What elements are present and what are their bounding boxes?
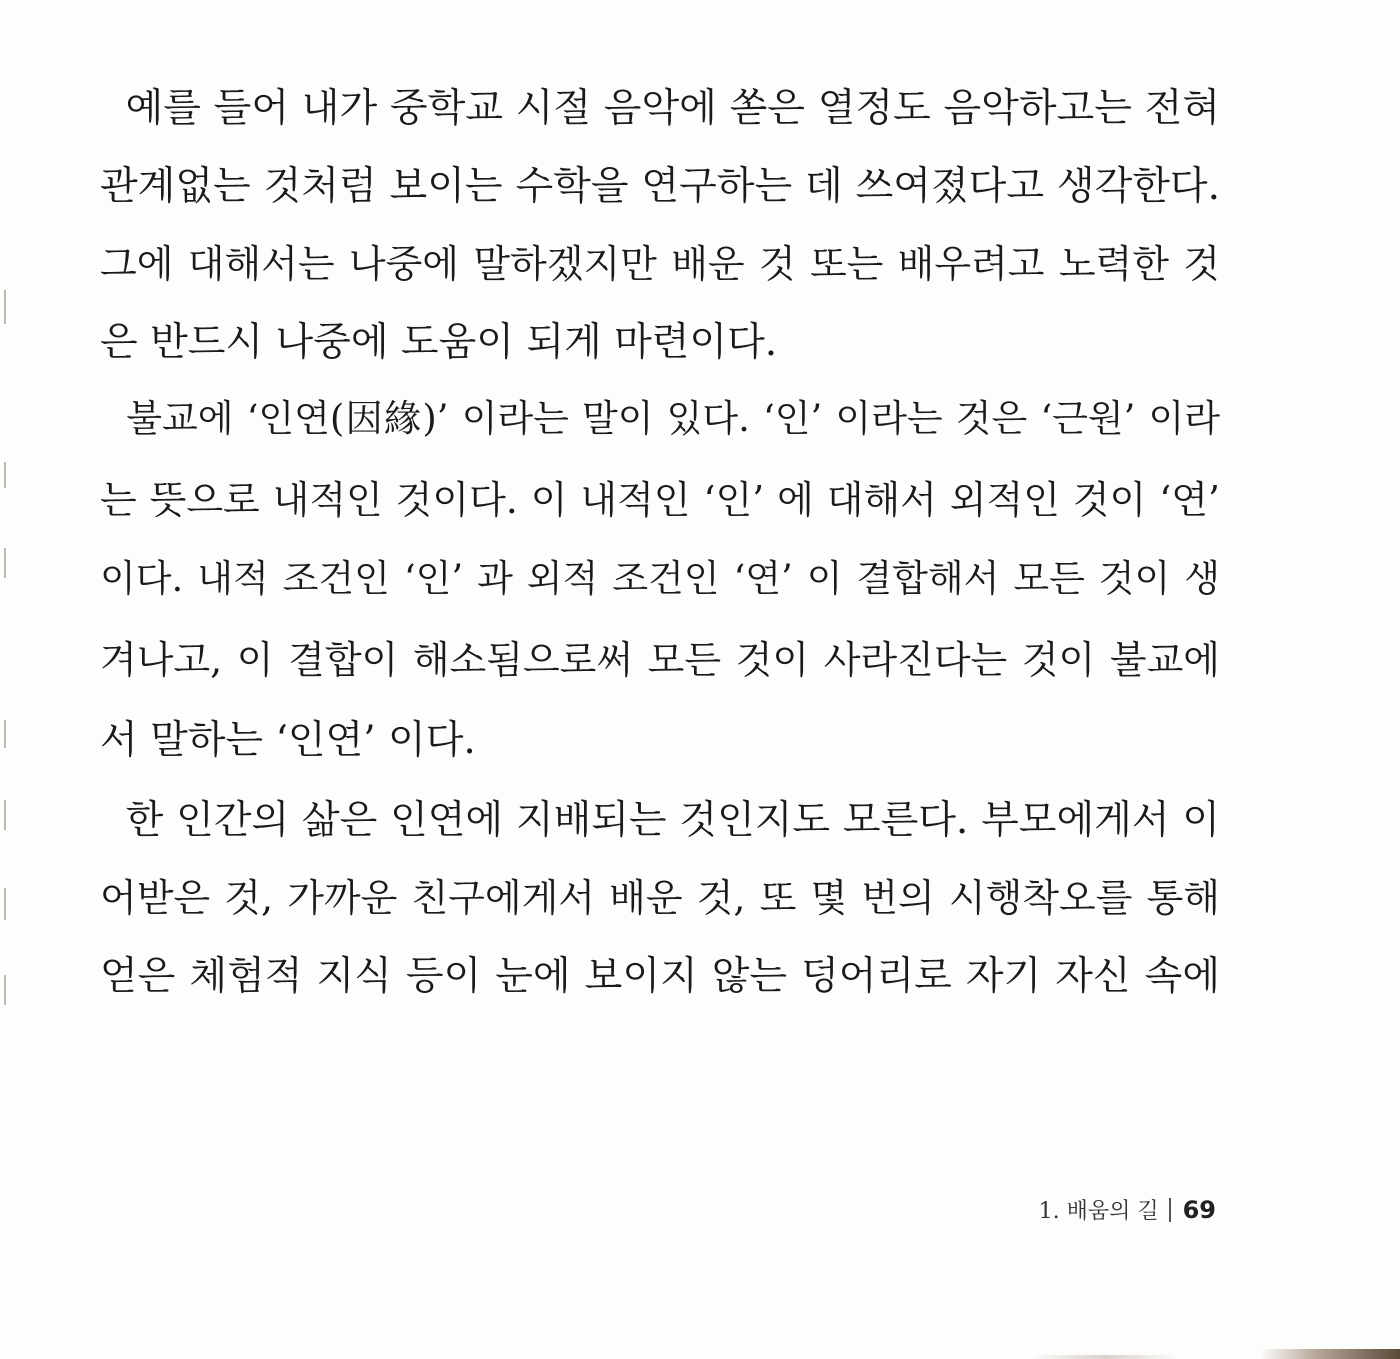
page-footer xyxy=(1039,1190,1216,1230)
page-number: 69 xyxy=(1182,1196,1216,1224)
text-line-11: 어받은 것, 가까운 친구에게서 배운 것, 또 몇 번의 시행착오를 통해 xyxy=(100,876,1220,920)
margin-artifact xyxy=(4,975,14,1005)
margin-artifact xyxy=(4,548,14,578)
page-edge-shadow xyxy=(1260,1349,1400,1359)
text-line-8: 겨나고, 이 결합이 해소됨으로써 모든 것이 사라진다는 것이 불교에 xyxy=(100,638,1220,682)
text-line-2: 관계없는 것처럼 보이는 수학을 연구하는 데 쓰여졌다고 생각한다. xyxy=(100,164,1220,209)
text-line-12: 얻은 체험적 지식 등이 눈에 보이지 않는 덩어리로 자기 자신 속에 xyxy=(100,954,1220,999)
text-line-10: 한 인간의 삶은 인연에 지배되는 것인지도 모른다. 부모에게서 이 xyxy=(100,798,1220,843)
cut-off-text-line xyxy=(100,0,1220,12)
text-line-1: 예를 들어 내가 중학교 시절 음악에 쏟은 열정도 음악하고는 전혀 xyxy=(100,86,1220,131)
margin-artifact xyxy=(4,462,14,488)
text-line-5: 불교에 ‘인연(因緣)’ 이라는 말이 있다. ‘인’ 이라는 것은 ‘근원’ 이라 xyxy=(100,397,1220,440)
margin-artifact xyxy=(4,720,14,748)
margin-artifact xyxy=(4,800,14,830)
text-line-4: 은 반드시 나중에 도움이 되게 마련이다. xyxy=(100,320,778,365)
page-edge-shadow xyxy=(1030,1355,1180,1359)
text-line-6: 는 뜻으로 내적인 것이다. 이 내적인 ‘인’ 에 대해서 외적인 것이 ‘연’ xyxy=(100,478,1220,522)
chapter-title: 1. 배움의 길 xyxy=(1038,1199,1159,1224)
text-line-9: 서 말하는 ‘인연’ 이다. xyxy=(100,718,476,763)
footer-divider xyxy=(1169,1198,1171,1222)
text-line-3: 그에 대해서는 나중에 말하겠지만 배운 것 또는 배우려고 노력한 것 xyxy=(100,242,1220,286)
text-line-7: 이다. 내적 조건인 ‘인’ 과 외적 조건인 ‘연’ 이 결합해서 모든 것이 생 xyxy=(100,557,1220,600)
margin-artifact xyxy=(4,290,14,324)
margin-artifact xyxy=(4,888,14,920)
